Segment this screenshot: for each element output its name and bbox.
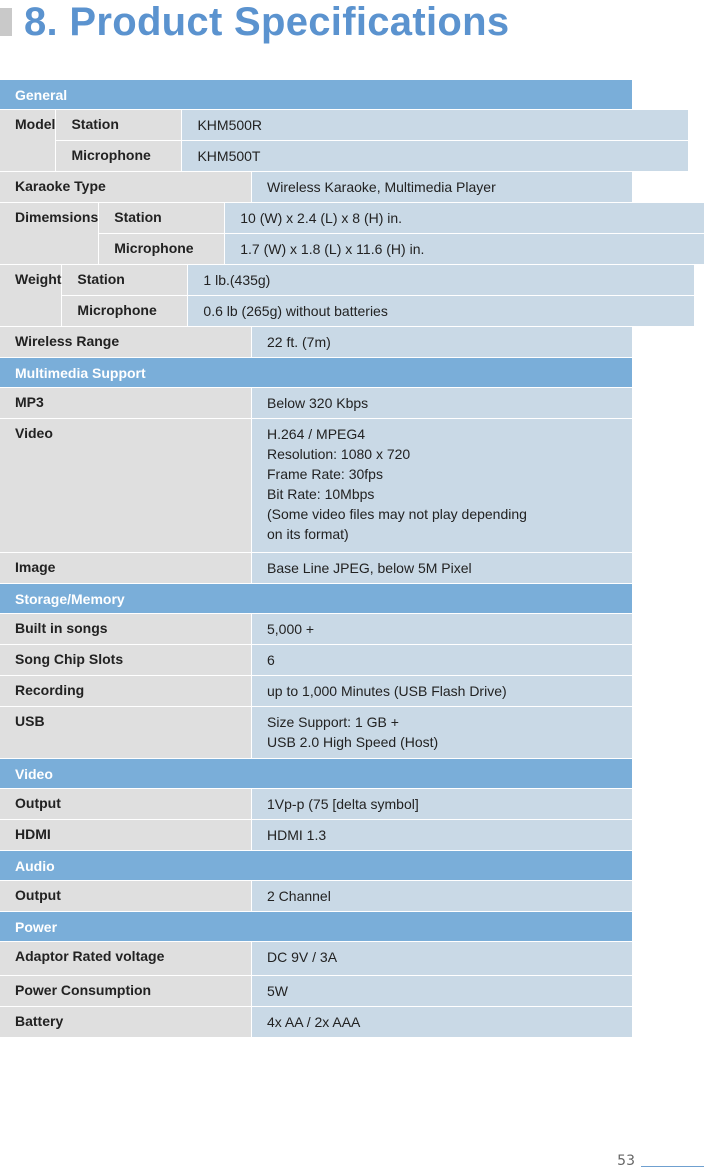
- spec-value-weight-mic: 0.6 lb (265g) without batteries: [188, 296, 694, 326]
- spec-value-audio-output: 2 Channel: [252, 881, 632, 911]
- spec-sublabel-microphone: Microphone: [62, 296, 188, 326]
- spec-value-mp3: Below 320 Kbps: [252, 388, 632, 418]
- spec-row-hdmi: [0, 820, 632, 851]
- spec-value-wireless-range: 22 ft. (7m): [252, 327, 632, 357]
- spec-label-audio-output: Output: [0, 881, 252, 911]
- spec-value-consumption: 5W: [252, 976, 632, 1006]
- spec-label-image: Image: [0, 553, 252, 583]
- spec-value-usb: [252, 707, 632, 758]
- spec-value-recording: up to 1,000 Minutes (USB Flash Drive): [252, 676, 632, 706]
- spec-label-chip-slots: Song Chip Slots: [0, 645, 252, 675]
- spec-table: [0, 80, 632, 1038]
- usb-line: Size Support: 1 GB +: [267, 714, 399, 730]
- spec-label-video: Video: [0, 419, 252, 552]
- spec-row-mp3: [0, 388, 632, 419]
- spec-value-weight-station: 1 lb.(435g): [188, 265, 694, 295]
- title-accent-bar: [0, 8, 12, 36]
- spec-value-adaptor: DC 9V / 3A: [252, 942, 632, 975]
- spec-row-karaoke-type: [0, 172, 632, 203]
- spec-value-dim-station: 10 (W) x 2.4 (L) x 8 (H) in.: [225, 203, 704, 233]
- spec-row-video-output: [0, 789, 632, 820]
- spec-row-wireless-range: [0, 327, 632, 358]
- video-line: on its format): [267, 526, 349, 542]
- spec-sublabel-station: Station: [62, 265, 188, 295]
- spec-value-chip-slots: 6: [252, 645, 632, 675]
- spec-value-karaoke-type: Wireless Karaoke, Multimedia Player: [252, 172, 632, 202]
- spec-label-recording: Recording: [0, 676, 252, 706]
- spec-value-video-output: 1Vp-p (75 [delta symbol]: [252, 789, 632, 819]
- spec-label-adaptor: Adaptor Rated voltage: [0, 942, 252, 975]
- spec-row-image: [0, 553, 632, 584]
- spec-value-dim-mic: 1.7 (W) x 1.8 (L) x 11.6 (H) in.: [225, 234, 704, 264]
- spec-sublabel-microphone: Microphone: [56, 141, 182, 171]
- spec-value-model-mic: KHM500T: [182, 141, 688, 171]
- spec-row-chip-slots: [0, 645, 632, 676]
- spec-label-model: Model: [0, 110, 56, 172]
- spec-label-karaoke-type: Karaoke Type: [0, 172, 252, 202]
- spec-label-mp3: MP3: [0, 388, 252, 418]
- spec-label-built-in: Built in songs: [0, 614, 252, 644]
- spec-value-video: [252, 419, 632, 552]
- section-header-audio: Audio: [0, 851, 632, 881]
- spec-row-consumption: [0, 976, 632, 1007]
- usb-line: USB 2.0 High Speed (Host): [267, 734, 439, 750]
- spec-value-built-in: 5,000 +: [252, 614, 632, 644]
- spec-row-battery: [0, 1007, 632, 1038]
- spec-value-image: Base Line JPEG, below 5M Pixel: [252, 553, 632, 583]
- spec-row-recording: [0, 676, 632, 707]
- spec-label-dimensions: Dimemsions: [0, 203, 99, 265]
- video-line: Frame Rate: 30fps: [267, 466, 383, 482]
- dimensions-group: [0, 203, 632, 265]
- spec-row-built-in: [0, 614, 632, 645]
- section-header-multimedia: Multimedia Support: [0, 358, 632, 388]
- spec-label-video-output: Output: [0, 789, 252, 819]
- weight-group: [0, 265, 632, 327]
- spec-row-video: [0, 419, 632, 553]
- video-line: Bit Rate: 10Mbps: [267, 486, 375, 502]
- spec-sublabel-station: Station: [56, 110, 182, 140]
- page-number: 53: [617, 1153, 635, 1169]
- spec-row-adaptor: [0, 942, 632, 976]
- spec-row-audio-output: [0, 881, 632, 912]
- spec-sublabel-microphone: Microphone: [99, 234, 225, 264]
- spec-label-weight: Weight: [0, 265, 62, 327]
- video-line: (Some video files may not play depending: [267, 506, 527, 522]
- spec-value-hdmi: HDMI 1.3: [252, 820, 632, 850]
- footer-rule: [641, 1166, 704, 1167]
- video-line: H.264 / MPEG4: [267, 426, 366, 442]
- spec-label-usb: USB: [0, 707, 252, 758]
- spec-label-battery: Battery: [0, 1007, 252, 1037]
- spec-value-model-station: KHM500R: [182, 110, 688, 140]
- spec-sublabel-station: Station: [99, 203, 225, 233]
- spec-label-wireless-range: Wireless Range: [0, 327, 252, 357]
- section-header-power: Power: [0, 912, 632, 942]
- section-header-general: General: [0, 80, 632, 110]
- spec-row-usb: [0, 707, 632, 759]
- model-group: [0, 110, 632, 172]
- section-header-video: Video: [0, 759, 632, 789]
- page-title: 8. Product Specifications: [24, 0, 510, 44]
- section-header-storage: Storage/Memory: [0, 584, 632, 614]
- spec-label-consumption: Power Consumption: [0, 976, 252, 1006]
- video-line: Resolution: 1080 x 720: [267, 446, 411, 462]
- spec-label-hdmi: HDMI: [0, 820, 252, 850]
- spec-value-battery: 4x AA / 2x AAA: [252, 1007, 632, 1037]
